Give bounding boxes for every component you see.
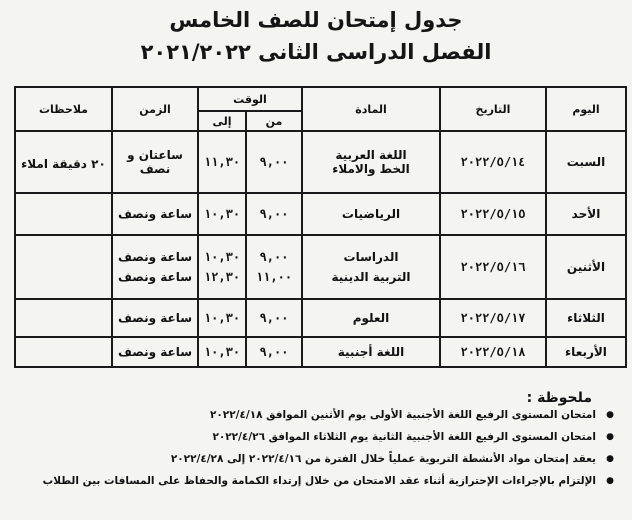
to-line: ١٠,٣٠ (203, 250, 241, 264)
date-cell: ٢٠٢٢/٥/١٦ (440, 235, 546, 299)
table-row (15, 193, 626, 235)
duration-line: نصف (139, 162, 171, 176)
subject-cell (302, 235, 440, 299)
from-cell: ٩,٠٠ (246, 193, 302, 235)
from-line: ٩,٠٠ (259, 250, 289, 264)
date-cell: ٢٠٢٢/٥/١٧ (440, 299, 546, 337)
page-subtitle: الفصل الدراسى الثانى ٢٠٢١/٢٠٢٢ (140, 40, 492, 64)
list-item: ● امتحان المستوى الرفيع اللغة الأجنبية الأولى يوم الأثنين الموافق ٢٠٢٢/٤/١٨ (0, 408, 604, 423)
note-cell (15, 235, 112, 299)
header-time: الوقت (198, 87, 302, 111)
page-title: جدول إمتحان للصف الخامس (169, 8, 463, 32)
subject-cell: العلوم (302, 299, 440, 337)
list-item: ● الإلتزام بالإجراءات الإحترازية أثناء عقد الامتحان من خلال إرتداء الكمامة والحفاظ على المسافات بين الطلاب (0, 474, 604, 489)
day-cell: الثلاثاء (546, 299, 626, 337)
table-row (15, 235, 626, 299)
header-notes: ملاحظات (15, 87, 112, 131)
duration-cell: ساعة ونصف (112, 193, 198, 235)
note-cell (15, 337, 112, 367)
to-cell (198, 235, 246, 299)
day-cell: الأحد (546, 193, 626, 235)
day-cell: الأثنين (546, 235, 626, 299)
table-row (15, 131, 626, 193)
list-item: ● يعقد إمتحان مواد الأنشطة التربوية عملياً خلال الفترة من ٢٠٢٢/٤/١٦ إلى ٢٠٢٢/٤/٢٨ (0, 452, 604, 467)
to-cell: ١١,٣٠ (198, 131, 246, 193)
duration-line: ساعة ونصف (117, 250, 193, 264)
duration-cell: ساعة ونصف (112, 337, 198, 367)
date-cell: ٢٠٢٢/٥/١٨ (440, 337, 546, 367)
from-cell: ٩,٠٠ (246, 131, 302, 193)
date-cell: ٢٠٢٢/٥/١٥ (440, 193, 546, 235)
notes-heading: ملحوظة : (526, 390, 592, 406)
duration-cell: ساعة ونصف (112, 299, 198, 337)
header-duration: الزمن (112, 87, 198, 131)
from-line: ١١,٠٠ (255, 270, 293, 284)
day-cell: الأربعاء (546, 337, 626, 367)
date-cell: ٢٠٢٢/٥/١٤ (440, 131, 546, 193)
note-cell (15, 299, 112, 337)
to-line: ١٢,٣٠ (203, 270, 241, 284)
header-from: من (246, 111, 302, 131)
subject-line: الدراسات (343, 250, 399, 264)
table-row (15, 299, 626, 337)
header-day: اليوم (546, 87, 626, 131)
header-to: إلى (198, 111, 246, 131)
from-cell: ٩,٠٠ (246, 299, 302, 337)
duration-cell (112, 235, 198, 299)
from-cell (246, 235, 302, 299)
subject-cell (302, 131, 440, 193)
day-cell: السبت (546, 131, 626, 193)
note-cell: ٢٠ دقيقة املاء (15, 131, 112, 193)
subject-cell: الرياضيات (302, 193, 440, 235)
to-cell: ١٠,٣٠ (198, 193, 246, 235)
to-cell: ١٠,٣٠ (198, 337, 246, 367)
subject-line: التربية الدينية (331, 270, 411, 284)
note-cell (15, 193, 112, 235)
notes-list (0, 408, 622, 496)
to-cell: ١٠,٣٠ (198, 299, 246, 337)
duration-line: ساعتان و (127, 148, 183, 162)
subject-line: اللغة العربية (335, 148, 407, 162)
from-cell: ٩,٠٠ (246, 337, 302, 367)
list-item: ● امتحان المستوى الرفيع اللغة الأجنبية الثانية يوم الثلاثاء الموافق ٢٠٢٢/٤/٢٦ (0, 430, 604, 445)
duration-cell (112, 131, 198, 193)
subject-line: الخط والاملاء (332, 162, 410, 176)
subject-cell: اللغة أجنبية (302, 337, 440, 367)
header-subject: المادة (302, 87, 440, 131)
header-date: التاريخ (440, 87, 546, 131)
table-row (15, 337, 626, 367)
exam-schedule-table (14, 86, 627, 368)
duration-line: ساعة ونصف (117, 270, 193, 284)
